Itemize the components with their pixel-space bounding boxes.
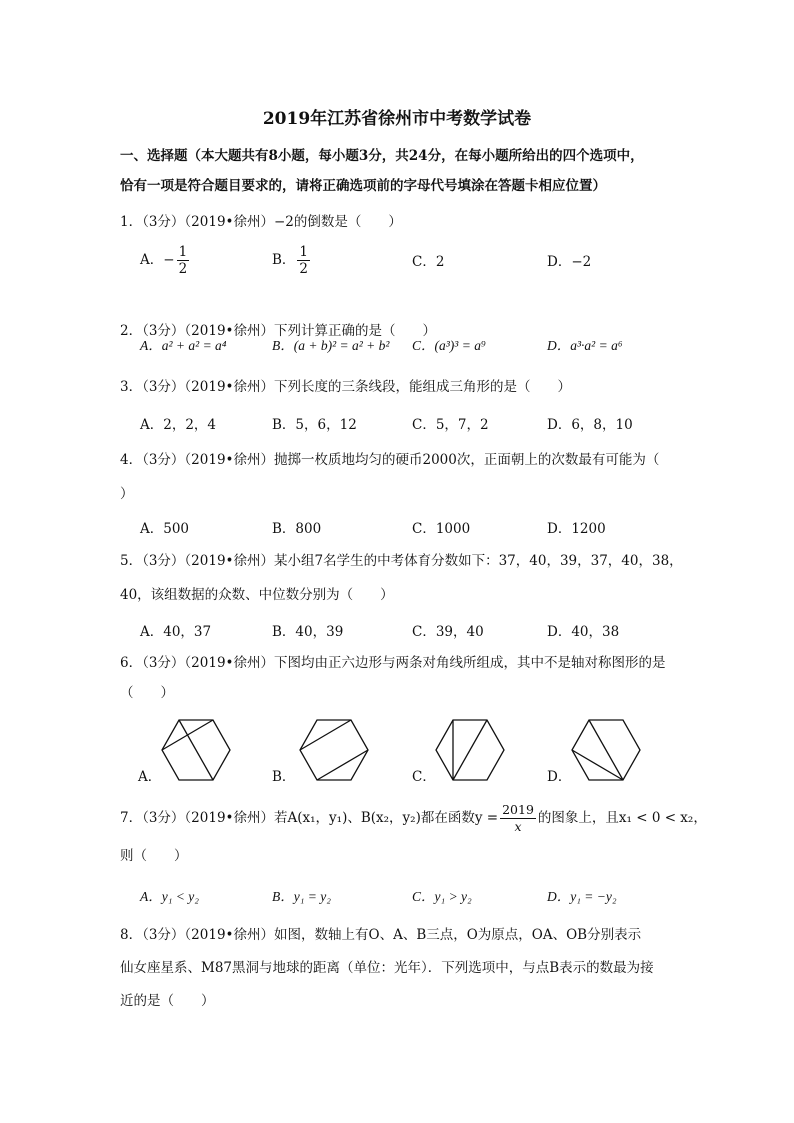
q5-option-a: A．40，37 (140, 624, 212, 640)
q7-option-c: C．y₁ > y₂ (412, 889, 472, 904)
q7-fraction-numerator: 2019 (502, 802, 534, 817)
q1-option-a-denominator: 2 (178, 261, 188, 277)
q3-option-c: C．5，7，2 (412, 417, 489, 433)
q7-stem-line2: 则（ ） (120, 848, 188, 864)
q3-option-d: D．6，8，10 (547, 417, 633, 433)
q8-stem-line3: 近的是（ ） (120, 993, 215, 1009)
q8-stem-line1: 8．（3分）（2019•徐州）如图，数轴上有O、A、B三点，O为原点，OA、OB分别表示 (120, 927, 642, 943)
q7-fraction (500, 802, 536, 835)
q5-option-d: D．40，38 (547, 624, 620, 640)
q2-option-a: A．a² + a² = a⁴ (140, 338, 227, 353)
q1-option-b-denominator: 2 (299, 261, 309, 277)
q6-figure-d-hexagon (570, 718, 642, 782)
q4-option-a: A．500 (140, 521, 190, 537)
q5-stem-line1: 5．（3分）（2019•徐州）某小组7名学生的中考体育分数如下：37，40，39，37，40，38， (120, 553, 683, 569)
q4-option-b: B．800 (272, 521, 322, 537)
q4-option-d: D．1200 (547, 521, 606, 537)
q1-option-a-label: A． (140, 252, 164, 268)
q1-option-b-fraction (297, 244, 310, 277)
q1-stem: 1．（3分）（2019•徐州）−2的倒数是（ ） (120, 214, 402, 230)
q1-option-a (140, 244, 191, 277)
q2-stem: 2．（3分）（2019•徐州）下列计算正确的是（ ） (120, 323, 436, 339)
q7-option-a: A．y₁ < y₂ (140, 889, 199, 904)
q1-option-b (272, 244, 312, 277)
q7-stem-pre: 7．（3分）（2019•徐州）若A(x₁，y₁)、B(x₂，y₂)都在函数y = (120, 810, 499, 826)
q5-option-c: C．39，40 (412, 624, 484, 640)
q6-stem-line2: （ ） (120, 685, 174, 701)
q6-option-c: C． (412, 769, 436, 785)
q1-option-c: C．2 (412, 254, 445, 270)
section-heading-line2: 恰有一项是符合题目要求的，请将正确选项前的字母代号填涂在答题卡相应位置） (120, 178, 606, 194)
section-heading-line1: 一、选择题（本大题共有8小题，每小题3分，共24分，在每小题所给出的四个选项中， (120, 148, 644, 164)
exam-title: 2019年江苏省徐州市中考数学试卷 (262, 109, 532, 129)
q6-figure-c-hexagon (434, 718, 506, 782)
q1-option-b-numerator: 1 (299, 244, 309, 260)
q5-stem-line2: 40，该组数据的众数、中位数分别为（ ） (120, 587, 394, 603)
q3-stem: 3．（3分）（2019•徐州）下列长度的三条线段，能组成三角形的是（ ） (120, 379, 571, 395)
q7-stem-post: 的图象上，且x₁ < 0 < x₂， (537, 810, 707, 826)
q6-figure-a-hexagon (160, 718, 232, 782)
q6-option-a: A． (138, 769, 162, 785)
q5-option-b: B．40，39 (272, 624, 344, 640)
q1-option-a-numerator: 1 (178, 244, 188, 260)
q6-figure-b-hexagon (298, 718, 370, 782)
q2-option-d: D．a³·a² = a⁶ (547, 338, 623, 353)
q7-fraction-denominator: x (514, 819, 522, 834)
q2-option-b: B．(a + b)² = a² + b² (272, 338, 390, 353)
q7-stem-line1 (120, 802, 707, 835)
q7-option-b: B．y₁ = y₂ (272, 889, 331, 904)
q4-option-c: C．1000 (412, 521, 471, 537)
q2-option-c: C．(a³)³ = a⁹ (412, 338, 486, 353)
q1-option-a-fraction (177, 244, 190, 277)
q6-option-b: B． (272, 769, 296, 785)
q6-stem-line1: 6．（3分）（2019•徐州）下图均由正六边形与两条对角线所组成，其中不是轴对称图形的是 (120, 655, 666, 671)
q8-stem-line2: 仙女座星系、M87黑洞与地球的距离（单位：光年）．下列选项中，与点B表示的数最为接 (120, 960, 654, 976)
q7-option-d: D．y₁ = −y₂ (547, 889, 617, 904)
q1-option-a-sign: − (163, 252, 175, 268)
q4-stem-line2: ） (120, 486, 134, 502)
q1-option-b-label: B． (272, 252, 296, 268)
q3-option-b: B．5，6，12 (272, 417, 357, 433)
q1-option-d: D．−2 (547, 254, 592, 270)
q6-option-d: D． (547, 769, 572, 785)
q3-option-a: A．2，2，4 (140, 417, 217, 433)
q4-stem-line1: 4．（3分）（2019•徐州）抛掷一枚质地均匀的硬币2000次，正面朝上的次数最有可能为（ (120, 452, 660, 468)
